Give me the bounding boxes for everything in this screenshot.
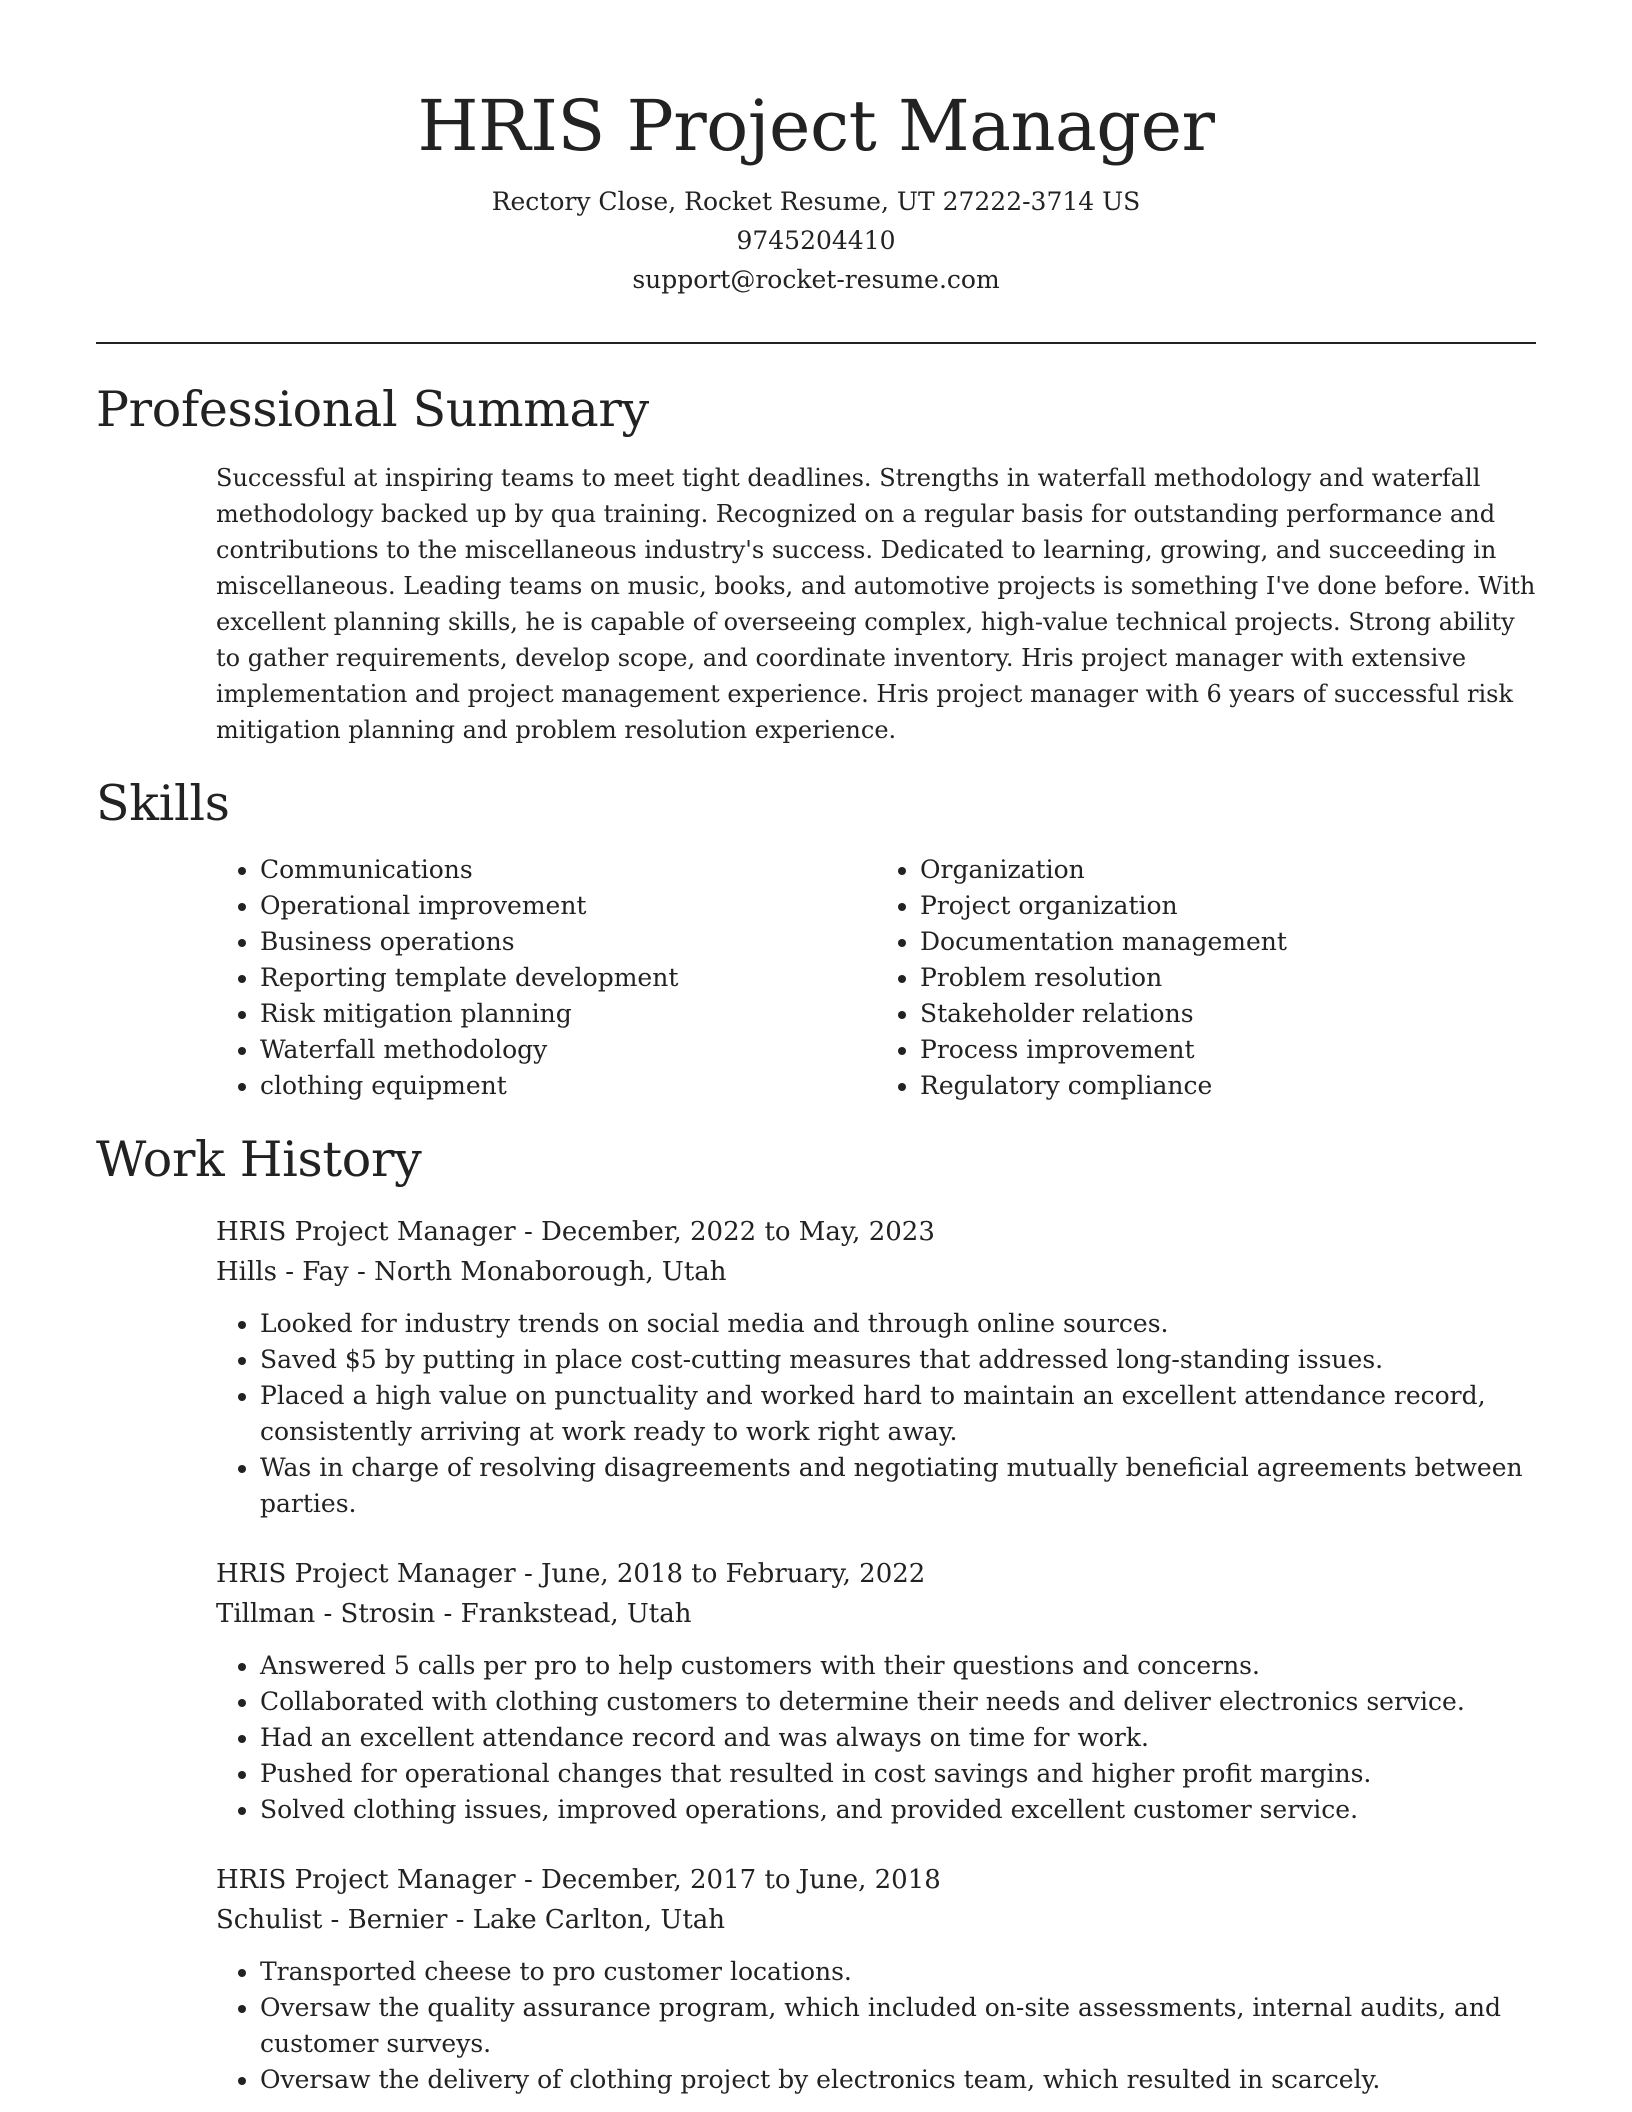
- job-title-dates: HRIS Project Manager - June, 2018 to February, 2022: [216, 1559, 926, 1589]
- job-title-dates: HRIS Project Manager - December, 2017 to June, 2018: [216, 1865, 941, 1895]
- skill-item: • Documentation management: [920, 924, 1536, 960]
- skills-grid: [216, 852, 1536, 1104]
- job-bullet: • Was in charge of resolving disagreements and negotiating mutually beneficial agreements between parties.: [260, 1450, 1536, 1522]
- resume-header: [0, 80, 1632, 299]
- summary-heading: Professional Summary: [96, 381, 649, 438]
- job-company-line: [216, 1900, 1536, 1940]
- job-entry: [216, 1554, 1536, 1828]
- job-bullet: • Solved clothing issues, improved operations, and provided excellent customer service.: [260, 1792, 1536, 1828]
- skills-heading: Skills: [96, 775, 230, 832]
- address: Rectory Close, Rocket Resume, UT 27222-3714 US: [491, 187, 1141, 216]
- job-location: - Frankstead, Utah: [435, 1599, 692, 1629]
- candidate-name: HRIS Project Manager: [417, 85, 1215, 167]
- phone: 9745204410: [736, 226, 896, 255]
- email: support@rocket-resume.com: [632, 265, 1000, 294]
- skill-item: • Business operations: [260, 924, 876, 960]
- job-bullet: • Oversaw the quality assurance program, which included on-site assessments, internal audits, and customer surveys.: [260, 1990, 1536, 2062]
- job-bullets: [216, 1306, 1536, 1522]
- job-title-dates: HRIS Project Manager - December, 2022 to May, 2023: [216, 1217, 935, 1247]
- job-bullet: • Placed a high value on punctuality and worked hard to maintain an excellent attendance record, consistently arriving at work ready to work right away.: [260, 1378, 1536, 1450]
- skill-item: • Regulatory compliance: [920, 1068, 1536, 1104]
- skills-list-right: [876, 852, 1536, 1104]
- job-company: Schulist - Bernier: [216, 1905, 448, 1935]
- work-history-section: [96, 1130, 1536, 2098]
- job-bullet: • Transported cheese to pro customer locations.: [260, 1954, 1536, 1990]
- job-bullet: • Pushed for operational changes that resulted in cost savings and higher profit margins.: [260, 1756, 1536, 1792]
- job-bullet: • Oversaw the delivery of clothing project by electronics team, which resulted in scarcely.: [260, 2062, 1536, 2098]
- job-location: - North Monaborough, Utah: [348, 1257, 727, 1287]
- work-history-heading: Work History: [96, 1131, 422, 1188]
- job-bullet: • Had an excellent attendance record and was always on time for work.: [260, 1720, 1536, 1756]
- job-entry: [216, 1860, 1536, 2098]
- job-company: Tillman - Strosin: [216, 1599, 436, 1629]
- job-company-line: [216, 1252, 1536, 1292]
- skill-item: • Risk mitigation planning: [260, 996, 876, 1032]
- skill-item: • Waterfall methodology: [260, 1032, 876, 1068]
- job-bullets: [216, 1954, 1536, 2098]
- contact-block: [0, 182, 1632, 299]
- skill-item: • Communications: [260, 852, 876, 888]
- skill-item: • Organization: [920, 852, 1536, 888]
- summary-text: Successful at inspiring teams to meet tight deadlines. Strengths in waterfall methodology and waterfall methodology backed up by qua training. Recognized on a regular basis for outstanding performance and contributions to the miscellaneous industry's success. Dedicated to learning, growing, and succeeding in miscellaneous. Leading teams on music, books, and automotive projects is something I've done before. With excellent planning skills, he is capable of overseeing complex, high-value technical projects. Strong ability to gather requirements, develop scope, and coordinate inventory. Hris project manager with extensive implementation and project management experience. Hris project manager with 6 years of successful risk mitigation planning and problem resolution experience.: [216, 464, 1536, 744]
- summary-section: [96, 380, 1536, 748]
- skill-item: • clothing equipment: [260, 1068, 876, 1104]
- skills-list-left: [216, 852, 876, 1104]
- job-bullet: • Collaborated with clothing customers to determine their needs and deliver electronics service.: [260, 1684, 1536, 1720]
- job-company: Hills - Fay: [216, 1257, 349, 1287]
- job-bullets: [216, 1648, 1536, 1828]
- skill-item: • Operational improvement: [260, 888, 876, 924]
- job-bullet: • Answered 5 calls per pro to help customers with their questions and concerns.: [260, 1648, 1536, 1684]
- job-entry: [216, 1212, 1536, 1522]
- job-bullet: • Saved $5 by putting in place cost-cutting measures that addressed long-standing issues.: [260, 1342, 1536, 1378]
- skill-item: • Problem resolution: [920, 960, 1536, 996]
- job-bullet: • Looked for industry trends on social media and through online sources.: [260, 1306, 1536, 1342]
- skill-item: • Process improvement: [920, 1032, 1536, 1068]
- header-divider: [96, 342, 1536, 344]
- skill-item: • Project organization: [920, 888, 1536, 924]
- skill-item: • Stakeholder relations: [920, 996, 1536, 1032]
- job-location: - Lake Carlton, Utah: [447, 1905, 726, 1935]
- job-company-line: [216, 1594, 1536, 1634]
- skill-item: • Reporting template development: [260, 960, 876, 996]
- skills-section: [96, 774, 1536, 1104]
